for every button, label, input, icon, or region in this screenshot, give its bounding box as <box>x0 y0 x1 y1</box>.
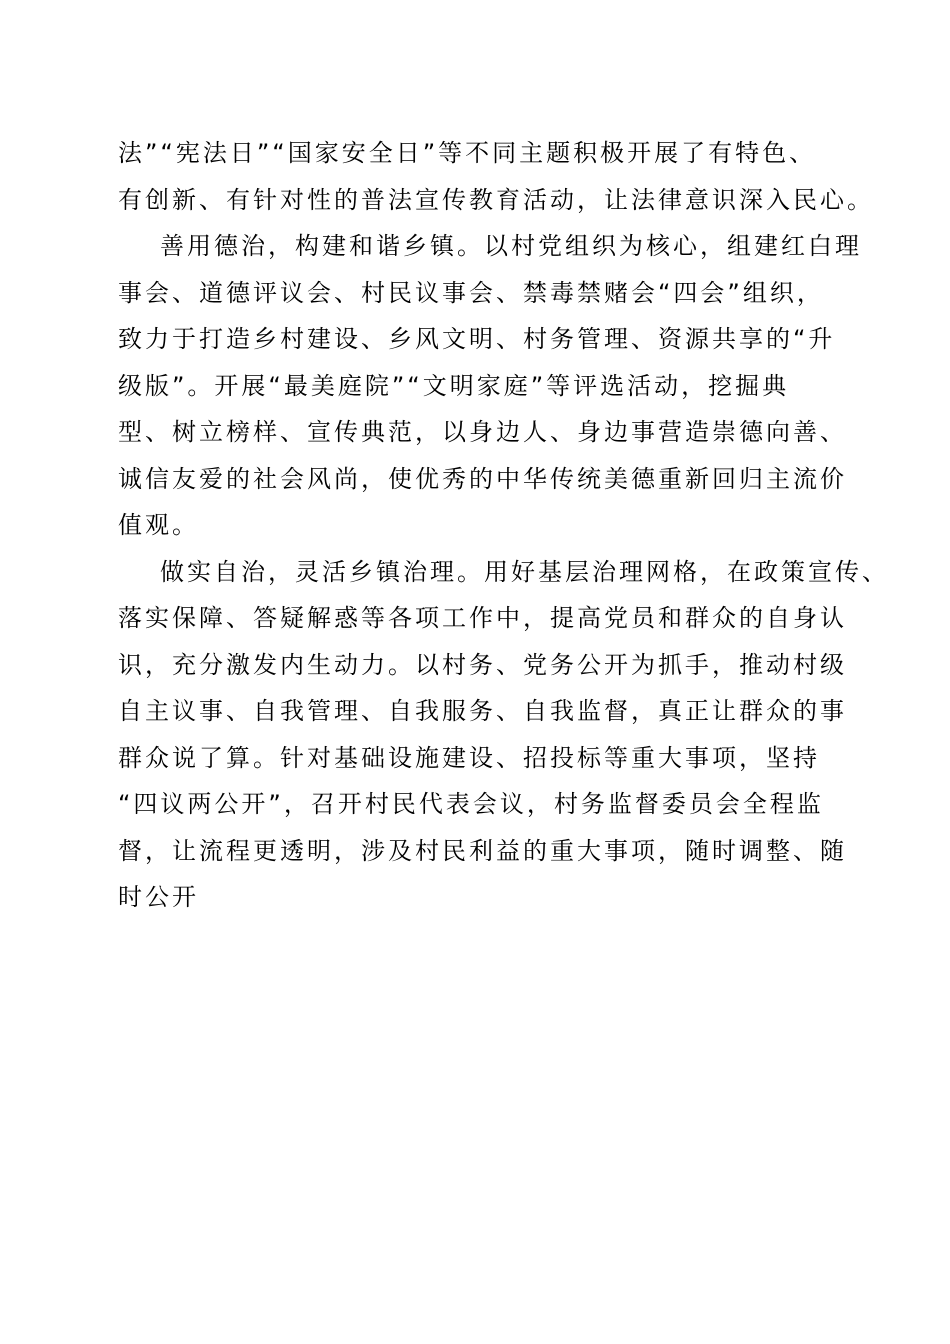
text-line: 诚信友爱的社会风尚，使优秀的中华传统美德重新回归主流价 <box>118 464 847 493</box>
paragraph-start-line: 善用德治，构建和谐乡镇。以村党组织为核心，组建红白理 <box>160 232 862 260</box>
text-line: 致力于打造乡村建设、乡风文明、村务管理、资源共享的“升 <box>118 325 836 353</box>
text-line: 落实保障、答疑解惑等各项工作中，提高党员和群众的自身认 <box>118 604 847 632</box>
text-line: 法”“宪法日”“国家安全日”等不同主题积极开展了有特色、 <box>118 139 817 167</box>
text-line: 事会、道德评议会、村民议事会、禁毒禁赌会“四会”组织， <box>118 278 824 307</box>
paragraph-start-line: 做实自治，灵活乡镇治理。用好基层治理网格，在政策宣传、 <box>160 557 889 586</box>
text-line: 级版”。开展“最美庭院”“文明家庭”等评选活动，挖掘典 <box>118 371 790 400</box>
text-line: 自主议事、自我管理、自我服务、自我监督，真正让群众的事 <box>118 697 847 725</box>
text-line: 群众说了算。针对基础设施建设、招投标等重大事项，坚持 <box>118 743 820 772</box>
text-line: 督，让流程更透明，涉及村民利益的重大事项，随时调整、随 <box>118 836 847 865</box>
text-line: “四议两公开”，召开村民代表会议，村务监督委员会全程监 <box>118 790 824 818</box>
text-line: 型、树立榜样、宣传典范，以身边人、身边事营造崇德向善、 <box>118 418 847 446</box>
document-body <box>118 130 889 921</box>
text-line: 时公开 <box>118 883 199 911</box>
text-line: 有创新、有针对性的普法宣传教育活动，让法律意识深入民心。 <box>118 185 874 214</box>
text-line: 识，充分激发内生动力。以村务、党务公开为抓手，推动村级 <box>118 650 847 679</box>
text-line: 值观。 <box>118 511 199 539</box>
